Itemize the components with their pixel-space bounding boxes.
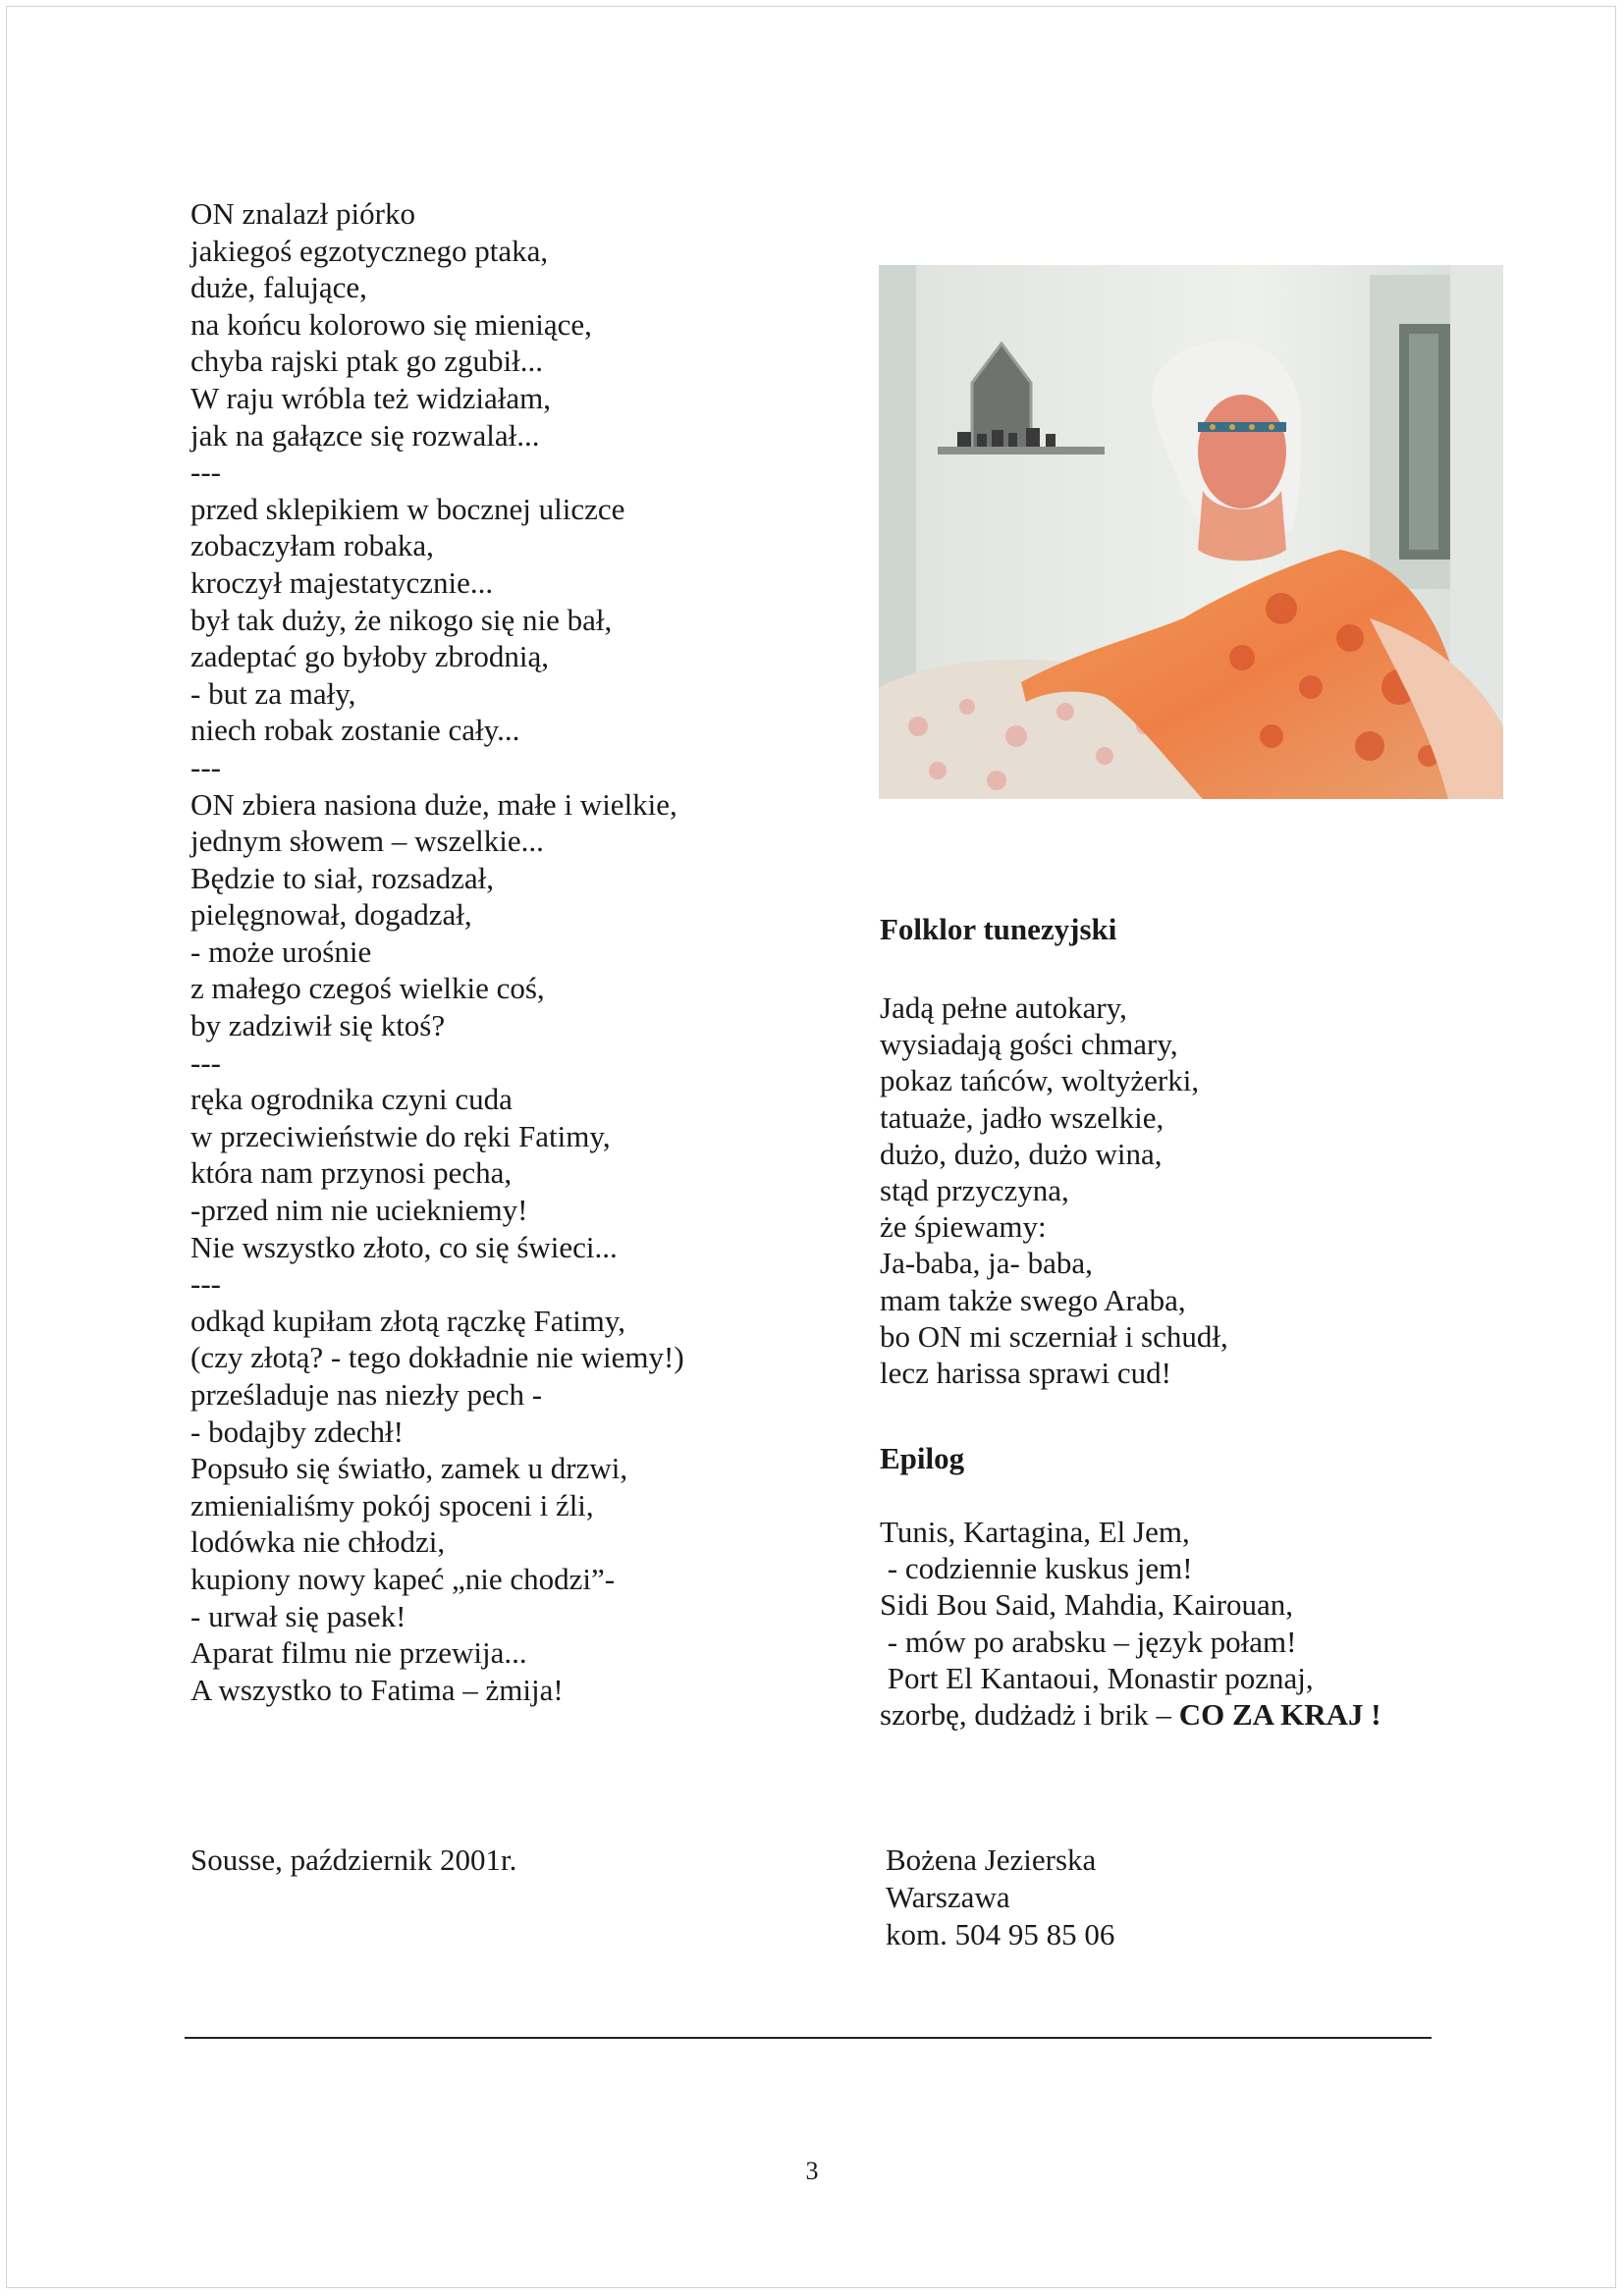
poem-line: ON znalazł piórko <box>190 196 415 231</box>
stanza-separator: --- <box>190 454 221 490</box>
section-heading: Epilog <box>880 1441 965 1475</box>
poem-line: dużo, dużo, dużo wina, <box>880 1136 1163 1171</box>
poem-line: jakiegoś egzotycznego ptaka, <box>190 233 549 268</box>
stanza-separator: --- <box>190 749 221 784</box>
poem-line: kroczył majestatycznie... <box>190 564 494 600</box>
poem-line: - mów po arabsku – język połam! <box>880 1624 1297 1659</box>
photo-woman-in-costume <box>879 265 1503 799</box>
poem-line: - but za mały, <box>190 675 356 711</box>
poem-line: zobaczyłam robaka, <box>190 528 434 563</box>
poem-line: -przed nim nie uciekniemy! <box>190 1193 528 1228</box>
poem-line: jednym słowem – wszelkie... <box>190 824 544 859</box>
poem-line: - może urośnie <box>190 934 372 969</box>
poem-line: Sidi Bou Said, Mahdia, Kairouan, <box>880 1587 1294 1623</box>
poem-line: przed sklepikiem w bocznej uliczce <box>190 491 625 526</box>
footer-divider <box>185 2037 1432 2039</box>
poem-line: lodówka nie chłodzi, <box>190 1524 446 1560</box>
poem-line: Tunis, Kartagina, El Jem, <box>880 1515 1190 1549</box>
poem-line: (czy złotą? - tego dokładnie nie wiemy!) <box>190 1340 684 1375</box>
poem-line: Nie wszystko złoto, co się świeci... <box>190 1229 618 1264</box>
epilog-section <box>880 1440 1469 1476</box>
poem-line: Ja-baba, ja- baba, <box>880 1246 1093 1281</box>
author-phone: kom. 504 95 85 06 <box>886 1917 1115 1951</box>
poem-line: stąd przyczyna, <box>880 1173 1069 1208</box>
poem-left <box>190 195 740 1708</box>
poem-line: tatuaże, jadło wszelkie, <box>880 1099 1164 1135</box>
author-block <box>886 1842 1114 1953</box>
stanza-separator: --- <box>190 1044 221 1080</box>
poem-line: z małego czegoś wielkie coś, <box>190 971 545 1006</box>
poem-line: A wszystko to Fatima – żmija! <box>190 1672 564 1707</box>
poem-line: duże, falujące, <box>190 270 367 305</box>
poem-line: w przeciwieństwie do ręki Fatimy, <box>190 1118 611 1153</box>
poem-line: Będzie to siał, rozsadzał, <box>190 860 495 895</box>
poem-line: Popsuło się światło, zamek u drzwi, <box>190 1451 628 1486</box>
page-number: 3 <box>805 2157 819 2185</box>
stanza-separator: --- <box>190 1266 221 1302</box>
poem-line: - urwał się pasek! <box>190 1598 406 1633</box>
poem-line: W raju wróbla też widziałam, <box>190 380 551 415</box>
poem-line: zadeptać go byłoby zbrodnią, <box>190 639 549 674</box>
poem-line: Jadą pełne autokary, <box>880 990 1127 1025</box>
section-heading: Folklor tunezyjski <box>880 912 1117 946</box>
poem-line: ręka ogrodnika czyni cuda <box>190 1082 513 1117</box>
poem-line: na końcu kolorowo się mieniące, <box>190 306 592 342</box>
final-line-emphasis: CO ZA KRAJ ! <box>1178 1697 1381 1733</box>
poem-line: pielęgnował, dogadzał, <box>190 897 472 933</box>
epilog-poem <box>880 1514 1469 1733</box>
poem-line: jak na gałązce się rozwalał... <box>190 417 540 453</box>
poem-line-final <box>880 1696 1469 1733</box>
poem-line: chyba rajski ptak go zgubił... <box>190 344 543 379</box>
poem-line: wysiadają gości chmary, <box>880 1027 1178 1062</box>
folklor-poem <box>880 989 1469 1391</box>
poem-line: która nam przynosi pecha, <box>190 1155 513 1191</box>
poem-line: że śpiewamy: <box>880 1209 1047 1245</box>
poem-line: kupiony nowy kapeć „nie chodzi”- <box>190 1561 616 1596</box>
folklor-section <box>880 911 1469 947</box>
poem-line: Port El Kantaoui, Monastir poznaj, <box>880 1660 1314 1695</box>
poem-line: Aparat filmu nie przewija... <box>190 1635 527 1671</box>
poem-line: - bodajby zdechł! <box>190 1414 404 1449</box>
poem-line: zmienialiśmy pokój spoceni i źli, <box>190 1487 594 1522</box>
final-line-text: szorbę, dudżadż i brik – <box>880 1697 1179 1733</box>
poem-line: mam także swego Araba, <box>880 1282 1186 1317</box>
poem-line: lecz harissa sprawi cud! <box>880 1356 1171 1391</box>
author-name: Bożena Jezierska <box>886 1842 1097 1877</box>
poem-line: ON zbiera nasiona duże, małe i wielkie, <box>190 786 677 822</box>
poem-line: - codziennie kuskus jem! <box>880 1551 1193 1586</box>
poem-line: był tak duży, że nikogo się nie bał, <box>190 602 613 637</box>
poem-line: prześladuje nas niezły pech - <box>190 1377 543 1412</box>
poem-line: pokaz tańców, woltyżerki, <box>880 1063 1200 1098</box>
author-city: Warszawa <box>886 1880 1010 1914</box>
place-date: Sousse, październik 2001r. <box>190 1842 517 1877</box>
poem-line: bo ON mi sczerniał i schudł, <box>880 1318 1228 1354</box>
poem-line: by zadziwił się ktoś? <box>190 1008 446 1043</box>
poem-line: niech robak zostanie cały... <box>190 713 520 748</box>
poem-line: odkąd kupiłam złotą rączkę Fatimy, <box>190 1303 626 1338</box>
